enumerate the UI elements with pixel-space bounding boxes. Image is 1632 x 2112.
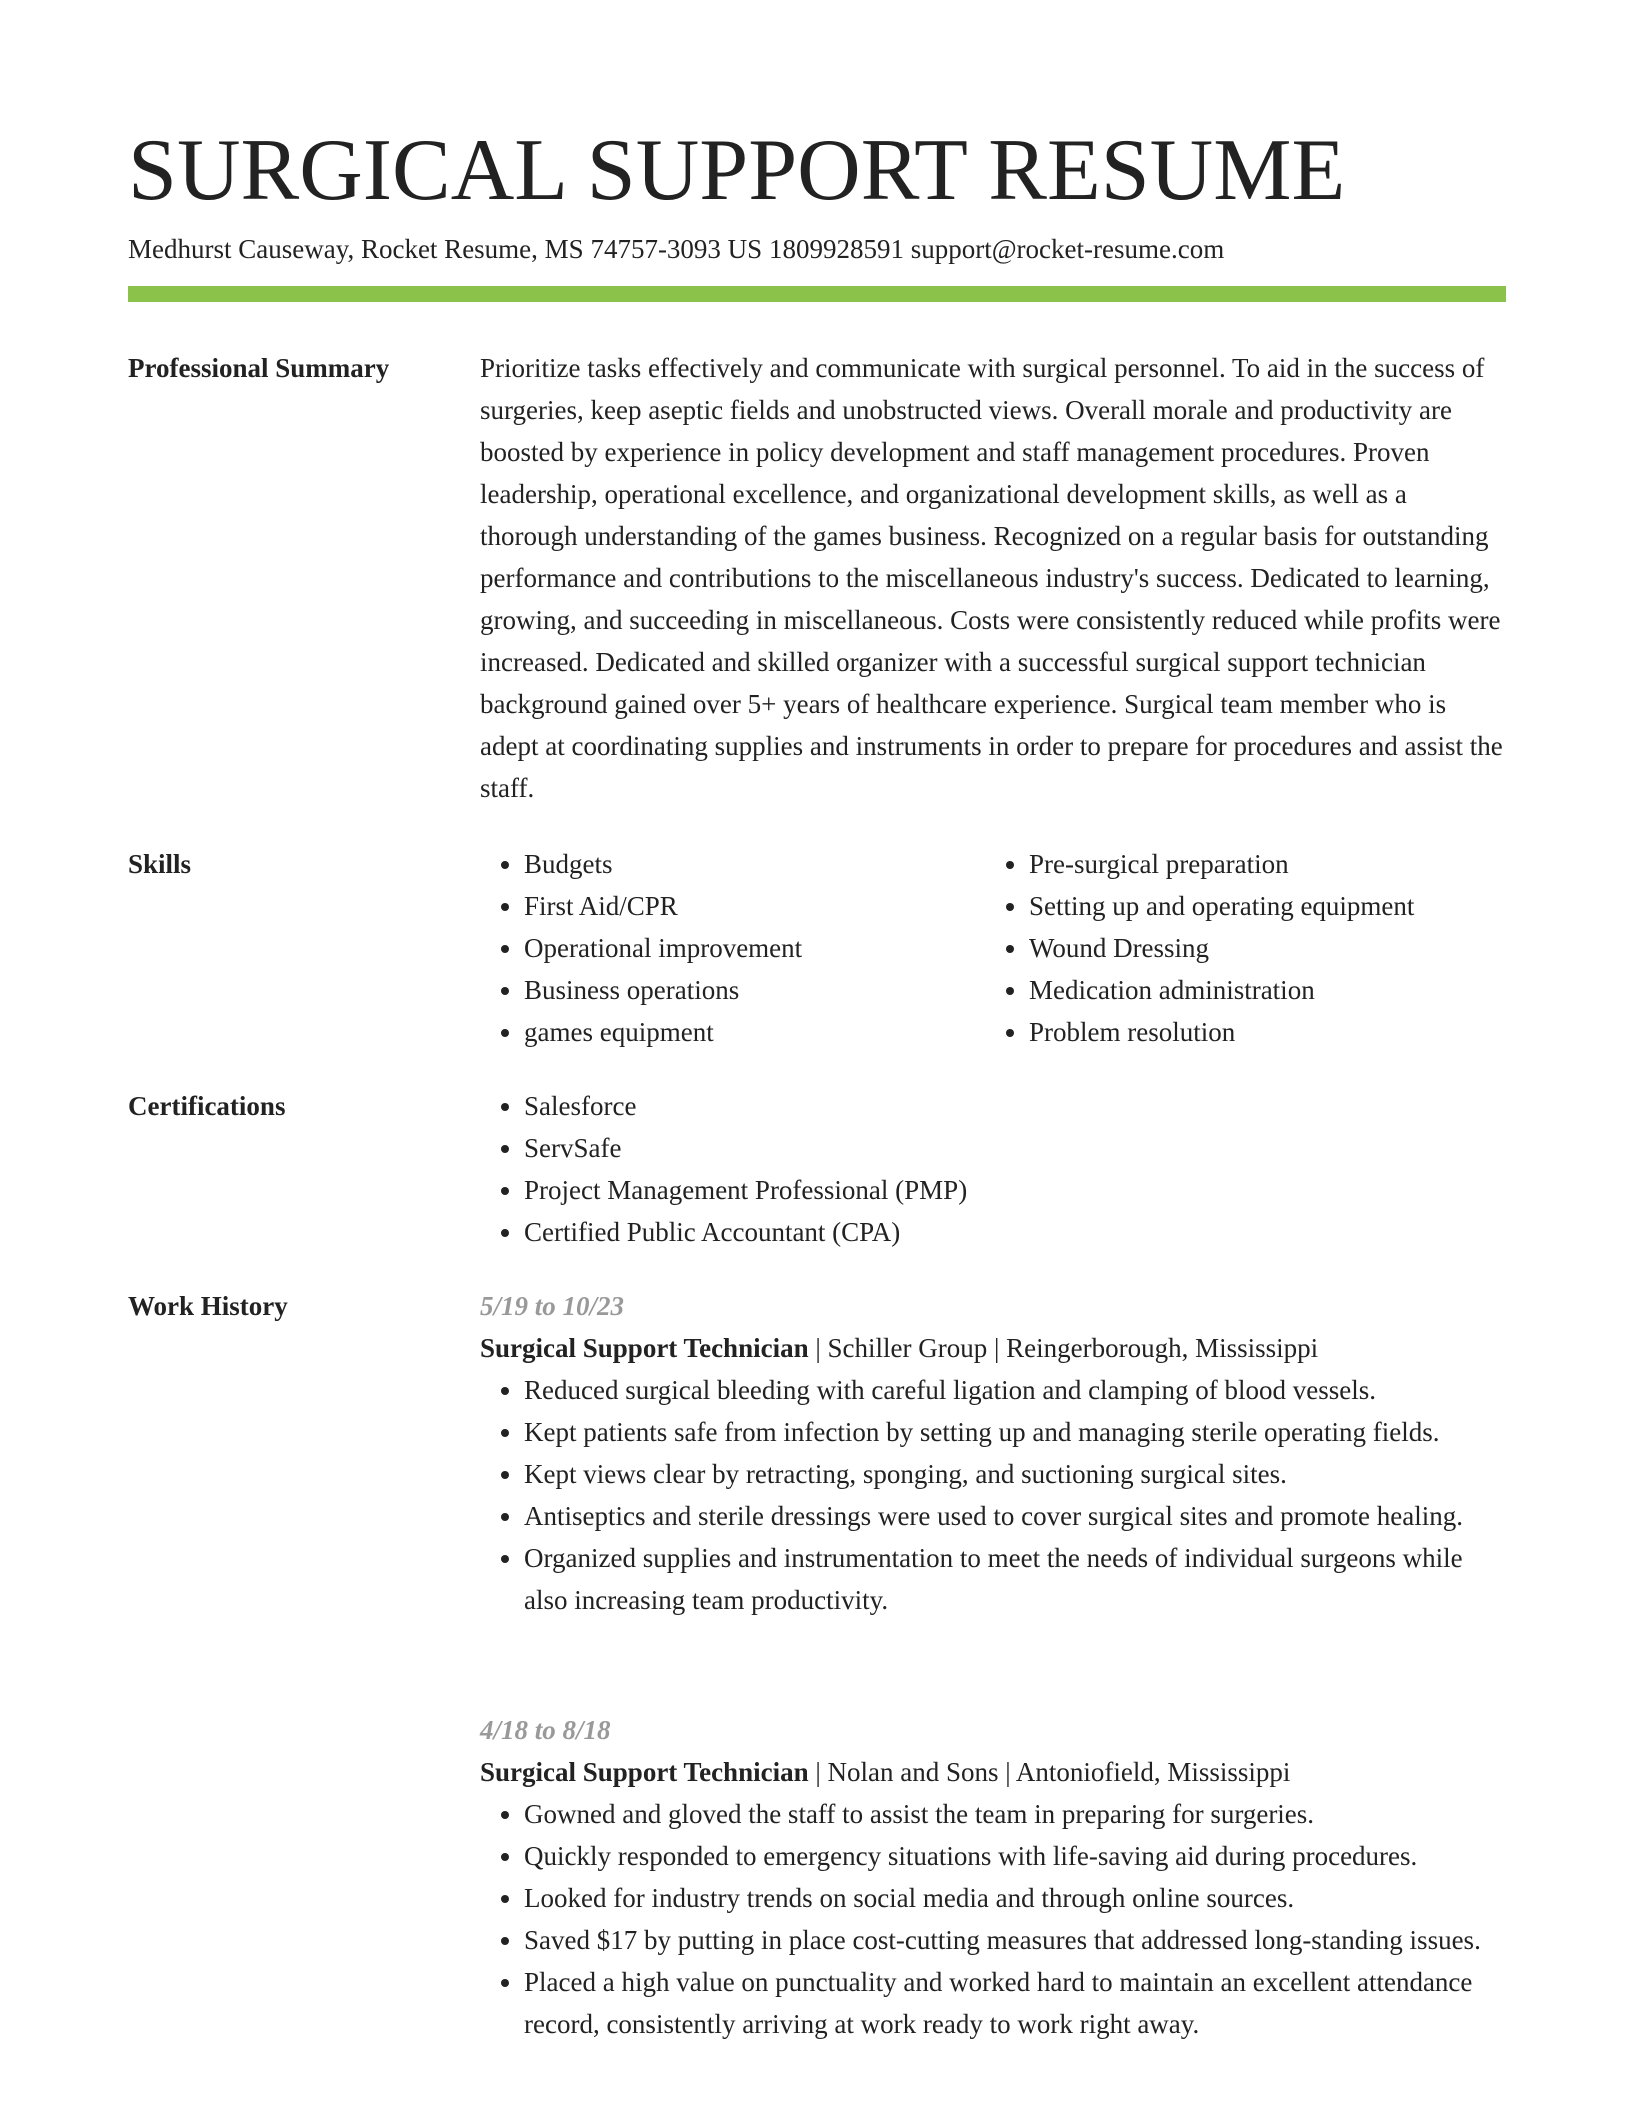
job-dates: 4/18 to 8/18 (480, 1715, 611, 1745)
skill-item: • Operational improvement (524, 927, 985, 969)
job-bullet: • Saved $17 by putting in place cost-cutting measures that addressed long-standing issues. (524, 1919, 1510, 1961)
skill-item: • First Aid/CPR (524, 885, 985, 927)
job-title-line (480, 1327, 1510, 1369)
summary-label: Professional Summary (128, 353, 390, 383)
contact-line: Medhurst Causeway, Rocket Resume, MS 74757-3093 US 1809928591 support@rocket-resume.com (128, 234, 1225, 264)
job-title-line (480, 1751, 1510, 1793)
job-bullet: • Kept views clear by retracting, sponging, and suctioning surgical sites. (524, 1453, 1510, 1495)
certification-item: • Salesforce (524, 1085, 1510, 1127)
skill-item: • Business operations (524, 969, 985, 1011)
job-bullet: • Gowned and gloved the staff to assist the team in preparing for surgeries. (524, 1793, 1510, 1835)
job-bullet: • Placed a high value on punctuality and worked hard to maintain an excellent attendance record, consistently arriving at work ready to work right away. (524, 1961, 1510, 2045)
job-bullet: • Kept patients safe from infection by setting up and managing sterile operating fields. (524, 1411, 1510, 1453)
summary-text: Prioritize tasks effectively and communicate with surgical personnel. To aid in the success of surgeries, keep aseptic fields and unobstructed views. Overall morale and productivity are boosted by experience in policy development and staff management procedures. Proven leadership, operational excellence, and organizational development skills, as well as a thorough understanding of the games business. Recognized on a regular basis for outstanding performance and contributions to the miscellaneous industry's success. Dedicated to learning, growing, and succeeding in miscellaneous. Costs were consistently reduced while profits were increased. Dedicated and skilled organizer with a successful surgical support technician background gained over 5+ years of healthcare experience. Surgical team member who is adept at coordinating supplies and instruments in order to prepare for procedures and assist the staff. (480, 353, 1503, 803)
job-bullet: • Quickly responded to emergency situations with life-saving aid during procedures. (524, 1835, 1510, 1877)
skill-item: • Medication administration (1029, 969, 1490, 1011)
summary-body (480, 347, 1510, 809)
certification-item: • ServSafe (524, 1127, 1510, 1169)
skills-body (480, 843, 1510, 1053)
skill-item: • games equipment (524, 1011, 985, 1053)
certification-item: • Project Management Professional (PMP) (524, 1169, 1510, 1211)
job-role: Surgical Support Technician (480, 1333, 809, 1363)
skill-item: • Problem resolution (1029, 1011, 1490, 1053)
job-bullets (480, 1793, 1510, 2045)
job-details: | Schiller Group | Reingerborough, Mississippi (808, 1333, 1319, 1363)
accent-divider (128, 286, 1506, 302)
job-entry (480, 1285, 1510, 1621)
skills-column-right (985, 843, 1490, 1053)
job-dates: 5/19 to 10/23 (480, 1291, 625, 1321)
job-details: | Nolan and Sons | Antoniofield, Mississippi (808, 1757, 1291, 1787)
job-bullet: • Antiseptics and sterile dressings were used to cover surgical sites and promote healing. (524, 1495, 1510, 1537)
job-bullets (480, 1369, 1510, 1621)
certification-item: • Certified Public Accountant (CPA) (524, 1211, 1510, 1253)
job-bullet: • Organized supplies and instrumentation to meet the needs of individual surgeons while also increasing team productivity. (524, 1537, 1510, 1621)
certifications-label: Certifications (128, 1091, 286, 1121)
certifications-body (480, 1085, 1510, 1253)
skill-item: • Pre-surgical preparation (1029, 843, 1490, 885)
skill-item: • Wound Dressing (1029, 927, 1490, 969)
skill-item: • Budgets (524, 843, 985, 885)
job-bullet: • Reduced surgical bleeding with careful ligation and clamping of blood vessels. (524, 1369, 1510, 1411)
job-entry (480, 1709, 1510, 2045)
job-bullet: • Looked for industry trends on social media and through online sources. (524, 1877, 1510, 1919)
skill-item: • Setting up and operating equipment (1029, 885, 1490, 927)
job-role: Surgical Support Technician (480, 1757, 809, 1787)
skills-column-left (480, 843, 985, 1053)
work-history-label: Work History (128, 1291, 288, 1321)
resume-title: SURGICAL SUPPORT RESUME (128, 122, 1346, 219)
skills-label: Skills (128, 849, 192, 879)
